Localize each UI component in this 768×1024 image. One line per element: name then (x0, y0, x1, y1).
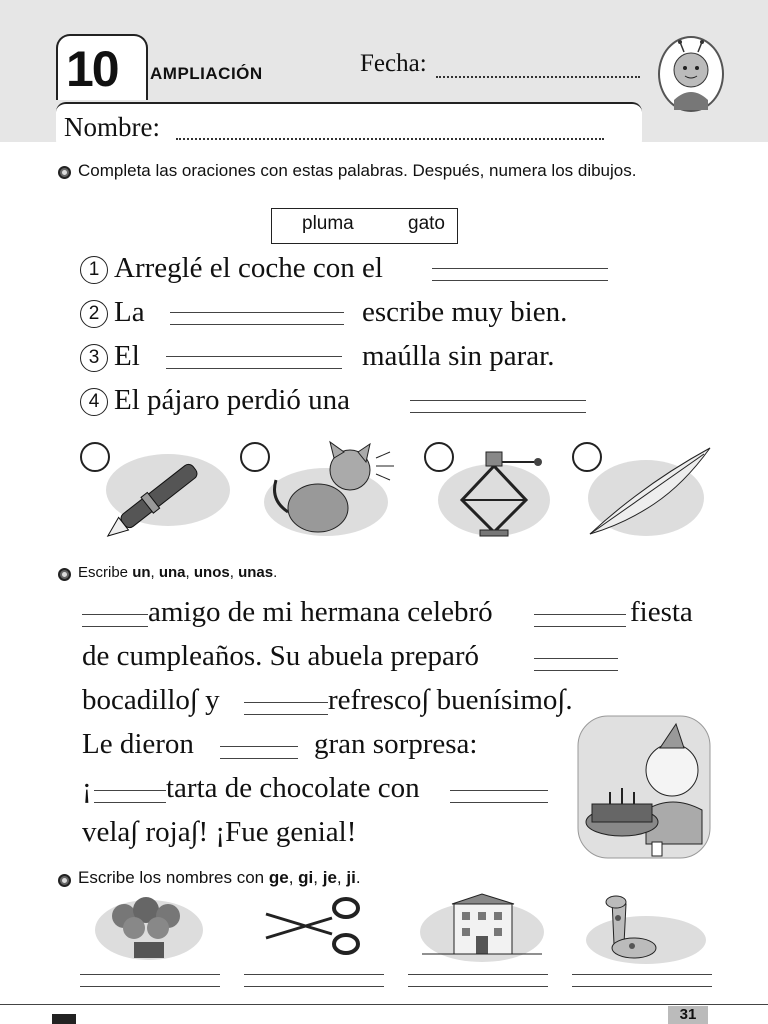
car-jack-drawing-icon (436, 442, 560, 540)
sentence-text: escribe muy bien. (362, 296, 568, 328)
answer-blank[interactable] (220, 746, 298, 759)
paragraph-text: refresco∫ buenísimo∫. (328, 684, 573, 716)
word-bank-word: pluma (302, 213, 354, 234)
answer-blank[interactable] (534, 658, 618, 671)
page-number: 31 (668, 1006, 708, 1024)
name-field[interactable] (176, 138, 604, 140)
paragraph-text: Le dieron (82, 728, 194, 760)
date-field[interactable] (436, 76, 640, 78)
paragraph-text: bocadillo∫ y (82, 684, 220, 716)
exercise3-instruction: Escribe los nombres con ge, gi, je, ji. (78, 868, 361, 887)
answer-blank[interactable] (94, 790, 166, 803)
sentence-number: 3 (80, 344, 108, 372)
word-bank (271, 208, 458, 244)
answer-blank[interactable] (170, 312, 344, 325)
paragraph-text: fiesta (630, 596, 693, 628)
paragraph-text: amigo de mi hermana celebró (148, 596, 493, 628)
answer-blank[interactable] (572, 974, 712, 987)
sentence-4 (80, 384, 350, 417)
sentence-1 (80, 252, 383, 285)
pen-drawing-icon (84, 446, 234, 540)
paragraph-text: ¡ (82, 772, 92, 804)
answer-blank[interactable] (432, 268, 608, 281)
sentence-number: 2 (80, 300, 108, 328)
answer-blank[interactable] (534, 614, 626, 627)
exercise-bullet-icon (58, 874, 71, 887)
answer-blank[interactable] (410, 400, 586, 413)
unit-number: 10 (66, 41, 118, 97)
exercise2-instruction: Escribe un, una, unos, unas. (78, 564, 278, 581)
paragraph-text: gran sorpresa: (314, 728, 478, 760)
section-title: AMPLIACIÓN (150, 64, 263, 83)
name-label: Nombre: (64, 112, 160, 142)
geranium-drawing-icon (94, 894, 204, 962)
sentence-text: La (114, 296, 145, 328)
word-bank-word: gato (408, 213, 445, 234)
answer-blank[interactable] (244, 702, 328, 715)
scissors-drawing-icon (262, 894, 362, 958)
exercise1-instruction: Completa las oraciones con estas palabras. Después, numera los dibujos. (78, 161, 637, 180)
publisher-logo-icon (52, 1014, 76, 1024)
sentence-3 (80, 340, 140, 373)
paragraph-text: vela∫ roja∫! ¡Fue genial! (82, 816, 357, 848)
paragraph-text: tarta de chocolate con (166, 772, 420, 804)
answer-blank[interactable] (166, 356, 342, 369)
answer-blank[interactable] (82, 614, 148, 627)
feather-drawing-icon (584, 444, 714, 540)
date-label: Fecha: (360, 50, 427, 77)
sentence-text: maúlla sin parar. (362, 340, 555, 372)
footer-rule (0, 1004, 768, 1005)
sentence-number: 1 (80, 256, 108, 284)
exercise-bullet-icon (58, 166, 71, 179)
giraffe-drawing-icon (584, 894, 708, 964)
answer-blank[interactable] (80, 974, 220, 987)
birthday-boy-illustration-icon (576, 714, 712, 860)
cat-drawing-icon (258, 440, 408, 540)
sentence-2 (80, 296, 145, 329)
sentence-text: El pájaro perdió una (114, 384, 350, 416)
sentence-text: El (114, 340, 140, 372)
paragraph-text: de cumpleaños. Su abuela preparó (82, 640, 479, 672)
answer-blank[interactable] (244, 974, 384, 987)
answer-blank[interactable] (450, 790, 548, 803)
sentence-text: Arreglé el coche con el (114, 252, 383, 284)
sentence-number: 4 (80, 388, 108, 416)
exercise-bullet-icon (58, 568, 71, 581)
answer-blank[interactable] (408, 974, 548, 987)
child-avatar-icon (658, 36, 724, 112)
building-drawing-icon (418, 892, 546, 964)
